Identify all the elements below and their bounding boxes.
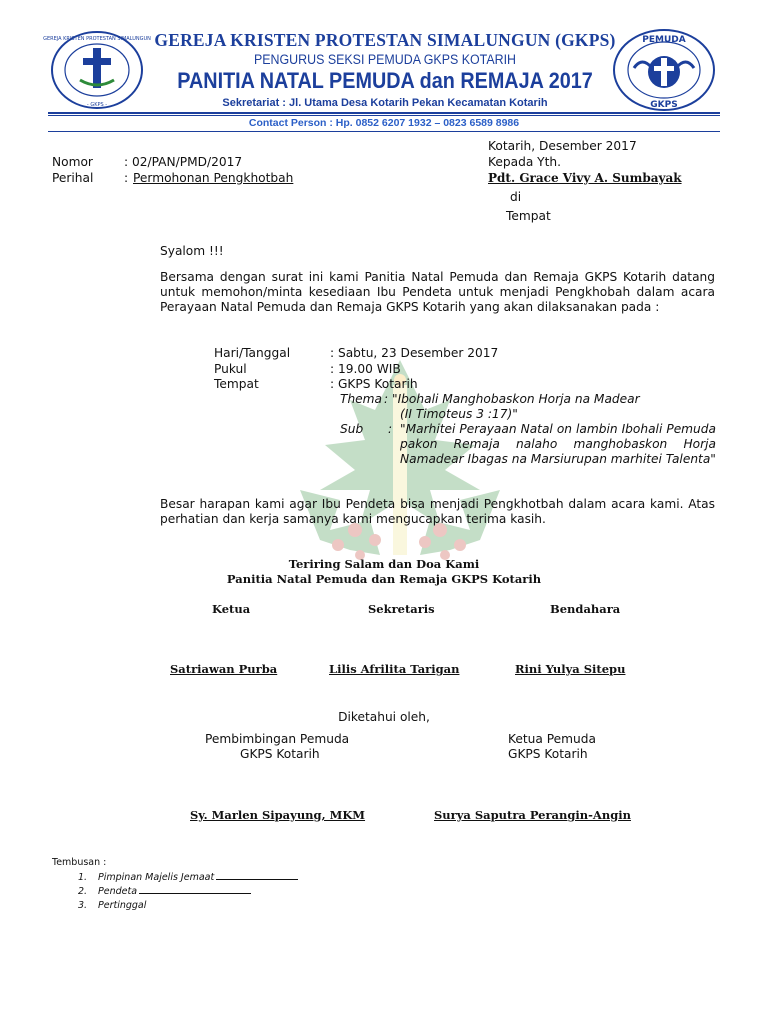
closing-paragraph-text: Besar harapan kami agar Ibu Pendeta bisa menjadi Pengkhotbah dalam acara kami. Atas perhatian dan kerja samanya kami mengucapkan terima kasih. <box>160 497 715 526</box>
intro-paragraph-text: Bersama dengan surat ini kami Panitia Natal Pemuda dan Remaja GKPS Kotarih datang untuk memohon/minta kesediaan Ibu Pendeta untuk menjadi Pengkhobah dalam acara Perayaan Natal Pemuda dan Remaja GKPS Kotarih yang akan dilaksanakan pada : <box>160 270 715 314</box>
bendahara-name: Rini Yulya Sitepu <box>515 662 626 676</box>
secretariat-address: Sekretariat : Jl. Utama Desa Kotarih Pekan Kecamatan Kotarih <box>222 97 548 109</box>
gkps-logo-left <box>43 30 151 110</box>
right-logo-bottom-text: GKPS <box>650 100 678 110</box>
nomor-label: Nomor <box>52 155 93 169</box>
thema-value: : "Ibohali Manghobaskon Horja na Madear <box>384 392 640 406</box>
di-label: di <box>510 190 522 204</box>
sub-value: "Marhitei Perayaan Natal on lambin Ibohali Pemuda pakon Remaja nalaho manghobaskon Horja Namadear Ibagas na Marsiurupan marhitei Talenta" <box>400 422 716 466</box>
tembusan-item-1-num: 1. <box>78 872 88 883</box>
perihal-label: Perihal <box>52 171 94 185</box>
tembusan-item-1 <box>98 872 298 883</box>
intro-paragraph <box>160 270 715 315</box>
kepada-label: Kepada Yth. <box>488 155 561 169</box>
tempat-label: Tempat <box>506 209 551 223</box>
header-divider <box>48 112 720 114</box>
ketua-pemuda-org: GKPS Kotarih <box>508 747 588 761</box>
perihal-colon: : <box>124 171 129 185</box>
tembusan-item-1-text: Pimpinan Majelis Jemaat <box>98 872 215 883</box>
pukul-value: : 19.00 WIB <box>330 362 401 376</box>
tembusan-item-2-num: 2. <box>78 886 88 897</box>
header-divider-thin <box>48 115 720 116</box>
left-logo-bottom-text: - GKPS - <box>86 102 108 108</box>
closing-paragraph <box>160 497 715 527</box>
left-logo-top-text: GEREJA KRISTEN PROTESTAN SIMALUNGUN <box>43 36 151 42</box>
hari-value: : Sabtu, 23 Desember 2017 <box>330 346 499 360</box>
tempat-event-value: : GKPS Kotarih <box>330 377 418 391</box>
contact-person: Contact Person : Hp. 0852 6207 1932 – 0823 6589 8986 <box>248 117 520 129</box>
tembusan-label: Tembusan : <box>52 857 107 868</box>
org-subtitle: PENGURUS SEKSI PEMUDA GKPS KOTARIH <box>253 52 517 67</box>
bendahara-title: Bendahara <box>550 602 621 616</box>
ketua-pemuda-title: Ketua Pemuda <box>508 732 596 746</box>
right-logo-top-text: PEMUDA <box>642 35 686 45</box>
perihal-value: Permohonan Pengkhotbah <box>133 171 294 185</box>
sekretaris-title: Sekretaris <box>368 602 435 616</box>
pukul-label: Pukul <box>214 362 247 376</box>
ketua-pemuda-name: Surya Saputra Perangin-Angin <box>434 808 631 822</box>
sub-label: Sub <box>340 422 364 436</box>
tempat-event-label: Tempat <box>214 377 259 391</box>
tembusan-item-3-num: 3. <box>78 900 88 911</box>
org-name: GEREJA KRISTEN PROTESTAN SIMALUNGUN (GKPS) <box>154 30 616 50</box>
ketua-name: Satriawan Purba <box>170 662 278 676</box>
letter-date: Kotarih, Desember 2017 <box>488 139 637 153</box>
greeting: Syalom !!! <box>160 244 224 258</box>
thema-label: Thema <box>340 392 383 406</box>
thema-reference: (II Timoteus 3 :17)" <box>400 407 518 421</box>
committee-title: PANITIA NATAL PEMUDA dan REMAJA 2017 <box>177 68 593 93</box>
pemuda-gkps-logo-right <box>612 28 716 112</box>
hari-label: Hari/Tanggal <box>214 346 291 360</box>
sekretaris-name: Lilis Afrilita Tarigan <box>329 662 460 676</box>
contact-divider <box>48 131 720 132</box>
tembusan-item-2-text: Pendeta <box>98 886 138 897</box>
pembimbing-name: Sy. Marlen Sipayung, MKM <box>190 808 366 822</box>
pembimbing-title: Pembimbingan Pemuda <box>205 732 350 746</box>
tembusan-item-3-text: Pertinggal <box>98 900 147 911</box>
sub-colon: : <box>388 422 393 436</box>
tembusan-item-2 <box>98 886 251 897</box>
recipient-name: Pdt. Grace Vivy A. Sumbayak <box>488 171 682 185</box>
closing-line-1: Teriring Salam dan Doa Kami <box>288 557 480 571</box>
ketua-title: Ketua <box>212 602 251 616</box>
diketahui-label: Diketahui oleh, <box>338 710 430 724</box>
nomor-value: : 02/PAN/PMD/2017 <box>124 155 243 169</box>
pembimbing-org: GKPS Kotarih <box>240 747 320 761</box>
closing-line-2: Panitia Natal Pemuda dan Remaja GKPS Kotarih <box>226 572 542 586</box>
